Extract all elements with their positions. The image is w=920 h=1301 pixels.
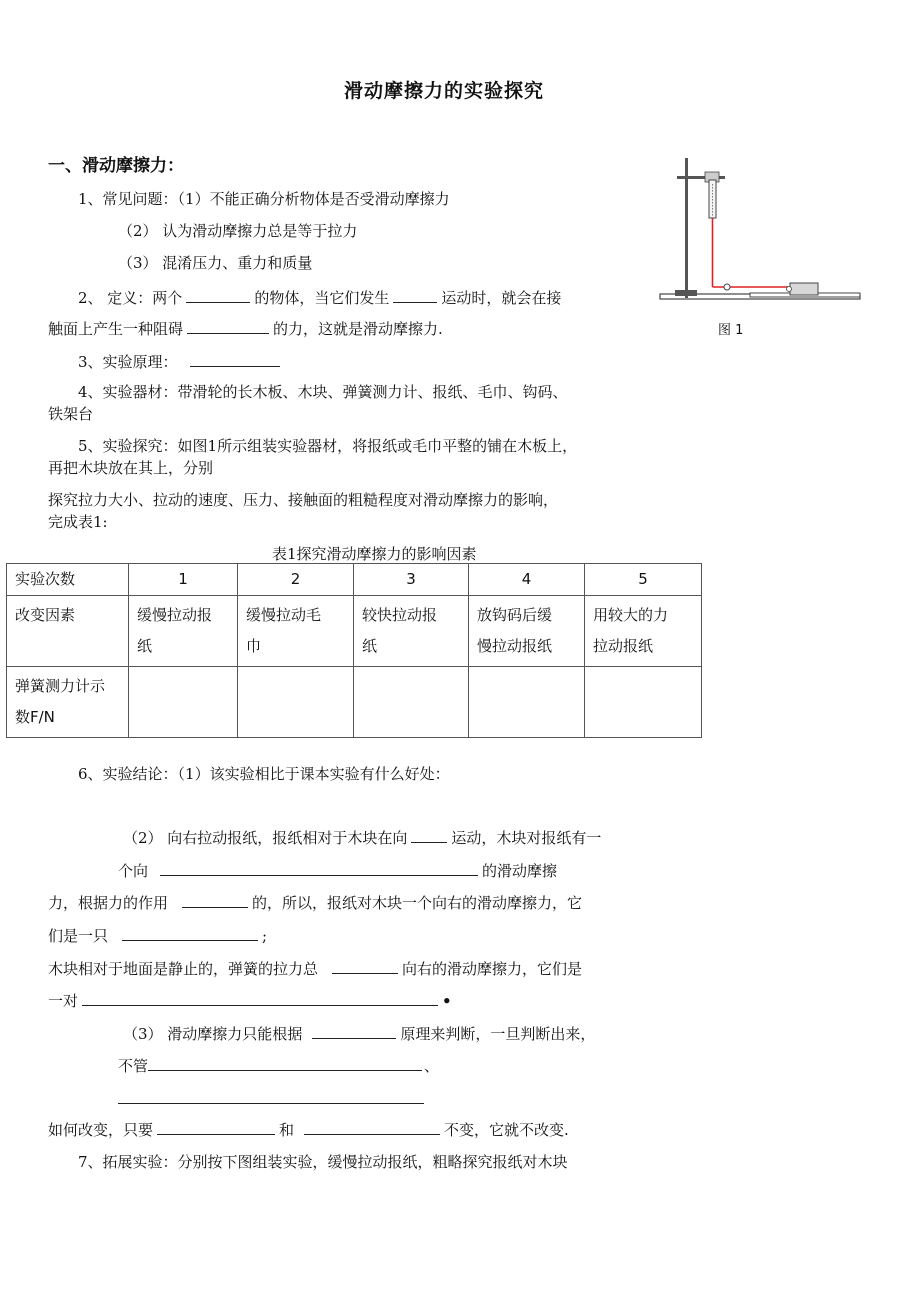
blank-field[interactable]	[82, 990, 438, 1006]
conclusion-2-line-3	[48, 892, 582, 913]
reading-line: 数F/N	[15, 708, 55, 726]
conclusion-text: 如何改变，只要	[48, 1121, 154, 1139]
wooden-block	[790, 283, 818, 295]
factor-line: 缓慢拉动毛	[246, 606, 322, 624]
hook-icon	[787, 287, 792, 292]
figure-1-apparatus	[655, 150, 865, 320]
reading-line: 弹簧测力计示	[15, 677, 106, 695]
reading-input-cell[interactable]	[238, 667, 354, 738]
definition-text-e: 的力，这就是滑动摩擦力.	[273, 320, 443, 338]
definition-text-a: 2、 定义：两个	[78, 289, 183, 307]
procedure-line-3: 探究拉力大小、拉动的速度、压力、接触面的粗糙程度对滑动摩擦力的影响，	[48, 491, 559, 509]
blank-field[interactable]	[312, 1023, 396, 1039]
blank-field[interactable]	[148, 1055, 422, 1071]
factor-cell	[129, 596, 238, 667]
factor-line: 缓慢拉动报	[137, 606, 213, 624]
conclusion-text: （2） 向右拉动报纸，报纸相对于木块在向	[123, 829, 408, 847]
definition-text-c: 运动时，就会在接	[441, 289, 562, 307]
section-heading: 一、滑动摩擦力：	[48, 156, 184, 176]
equipment-line-1: 4、实验器材：带滑轮的长木板、木块、弹簧测力计、报纸、毛巾、钩码、	[78, 383, 568, 401]
common-issue-2: （2） 认为滑动摩擦力总是等于拉力	[118, 222, 358, 240]
table-caption: 表1探究滑动摩擦力的影响因素	[272, 545, 477, 563]
blank-field[interactable]	[411, 827, 447, 843]
factor-cell	[585, 596, 702, 667]
factor-cell	[469, 596, 585, 667]
procedure-line-2: 再把木块放在其上，分别	[48, 459, 214, 477]
row-header-factor: 改变因素	[7, 596, 129, 667]
blank-field[interactable]	[118, 1102, 424, 1104]
blank-field[interactable]	[393, 287, 437, 303]
blank-field[interactable]	[332, 958, 398, 974]
conclusion-text: （3） 滑动摩擦力只能根据	[123, 1025, 303, 1043]
table-row	[7, 667, 702, 738]
conclusion-text: 运动，木块对报纸有一	[451, 829, 602, 847]
extension-experiment: 7、拓展实验：分别按下图组装实验，缓慢拉动报纸，粗略探究报纸对木块	[78, 1153, 568, 1171]
column-header: 4	[469, 564, 585, 596]
conclusion-text: 个向	[118, 862, 149, 880]
blank-field[interactable]	[182, 892, 248, 908]
blank-field[interactable]	[187, 318, 269, 334]
conclusion-question: 6、实验结论：（1）该实验相比于课本实验有什么好处：	[78, 765, 450, 783]
column-header: 5	[585, 564, 702, 596]
conclusion-2-line-4	[48, 925, 267, 946]
definition-line-2	[48, 318, 443, 339]
conclusion-text: 不管	[118, 1057, 149, 1075]
page-title: 滑动摩擦力的实验探究	[343, 80, 544, 102]
blank-field[interactable]	[157, 1119, 275, 1135]
table-row	[7, 564, 702, 596]
stand-base	[675, 290, 697, 296]
definition-line-1	[78, 287, 561, 308]
procedure-line-4: 完成表1:	[48, 513, 108, 531]
conclusion-text: 向右的滑动摩擦力，它们是	[402, 960, 583, 978]
conclusion-3-line-3	[48, 1119, 569, 1140]
factor-line: 慢拉动报纸	[477, 637, 553, 655]
conclusion-text: ;	[262, 927, 268, 945]
factor-line: 纸	[362, 637, 378, 655]
factor-line: 巾	[246, 637, 262, 655]
conclusion-2-line-6	[48, 990, 452, 1011]
blank-field[interactable]	[190, 351, 280, 367]
conclusion-text: •	[442, 992, 452, 1010]
column-header: 1	[129, 564, 238, 596]
blank-field[interactable]	[186, 287, 250, 303]
conclusion-text: 不变，它就不改变.	[444, 1121, 569, 1139]
conclusion-2-line-1	[123, 827, 601, 848]
conclusion-text: 的滑动摩擦	[482, 862, 558, 880]
definition-text-d: 触面上产生一种阻碍	[48, 320, 184, 338]
equipment-line-2: 铁架台	[48, 405, 94, 423]
definition-text-b: 的物体，当它们发生	[254, 289, 390, 307]
blank-field[interactable]	[160, 860, 478, 876]
reading-input-cell[interactable]	[354, 667, 469, 738]
pulley-icon	[724, 284, 730, 290]
conclusion-text: 一对	[48, 992, 79, 1010]
principle-line	[78, 351, 284, 372]
table-row	[7, 596, 702, 667]
factor-cell	[238, 596, 354, 667]
factor-line: 较快拉动报	[362, 606, 438, 624]
row-header-reading	[7, 667, 129, 738]
results-table	[6, 563, 702, 738]
factor-line: 放钩码后缓	[477, 606, 553, 624]
figure-caption: 图 1	[718, 323, 744, 338]
common-issue-1: 1、常见问题：（1）不能正确分析物体是否受滑动摩擦力	[78, 190, 450, 208]
conclusion-text: 原理来判断，一旦判断出来，	[400, 1025, 596, 1043]
column-header: 2	[238, 564, 354, 596]
common-issue-3: （3） 混淆压力、重力和质量	[118, 254, 313, 272]
procedure-line-1: 5、实验探究：如图1所示组装实验器材，将报纸或毛巾平整的铺在木板上，	[78, 437, 578, 455]
row-header-trial: 实验次数	[7, 564, 129, 596]
conclusion-text: 的，所以，报纸对木块一个向右的滑动摩擦力，它	[252, 894, 583, 912]
blank-field[interactable]	[304, 1119, 440, 1135]
conclusion-text: 木块相对于地面是静止的，弹簧的拉力总	[48, 960, 319, 978]
conclusion-2-line-5	[48, 958, 582, 979]
principle-text: 3、实验原理：	[78, 353, 178, 371]
conclusion-text: 们是一只	[48, 927, 109, 945]
conclusion-3-line-1	[123, 1023, 595, 1044]
column-header: 3	[354, 564, 469, 596]
factor-cell	[354, 596, 469, 667]
blank-field[interactable]	[122, 925, 258, 941]
reading-input-cell[interactable]	[585, 667, 702, 738]
factor-line: 纸	[137, 637, 153, 655]
factor-line: 用较大的力	[593, 606, 669, 624]
conclusion-2-line-2	[118, 860, 557, 881]
conclusion-3-line-2	[118, 1055, 439, 1076]
conclusion-text: 力，根据力的作用	[48, 894, 169, 912]
conclusion-text: 、	[424, 1057, 440, 1075]
reading-input-cell[interactable]	[469, 667, 585, 738]
conclusion-text: 和	[279, 1121, 295, 1139]
reading-input-cell[interactable]	[129, 667, 238, 738]
factor-line: 拉动报纸	[593, 637, 654, 655]
